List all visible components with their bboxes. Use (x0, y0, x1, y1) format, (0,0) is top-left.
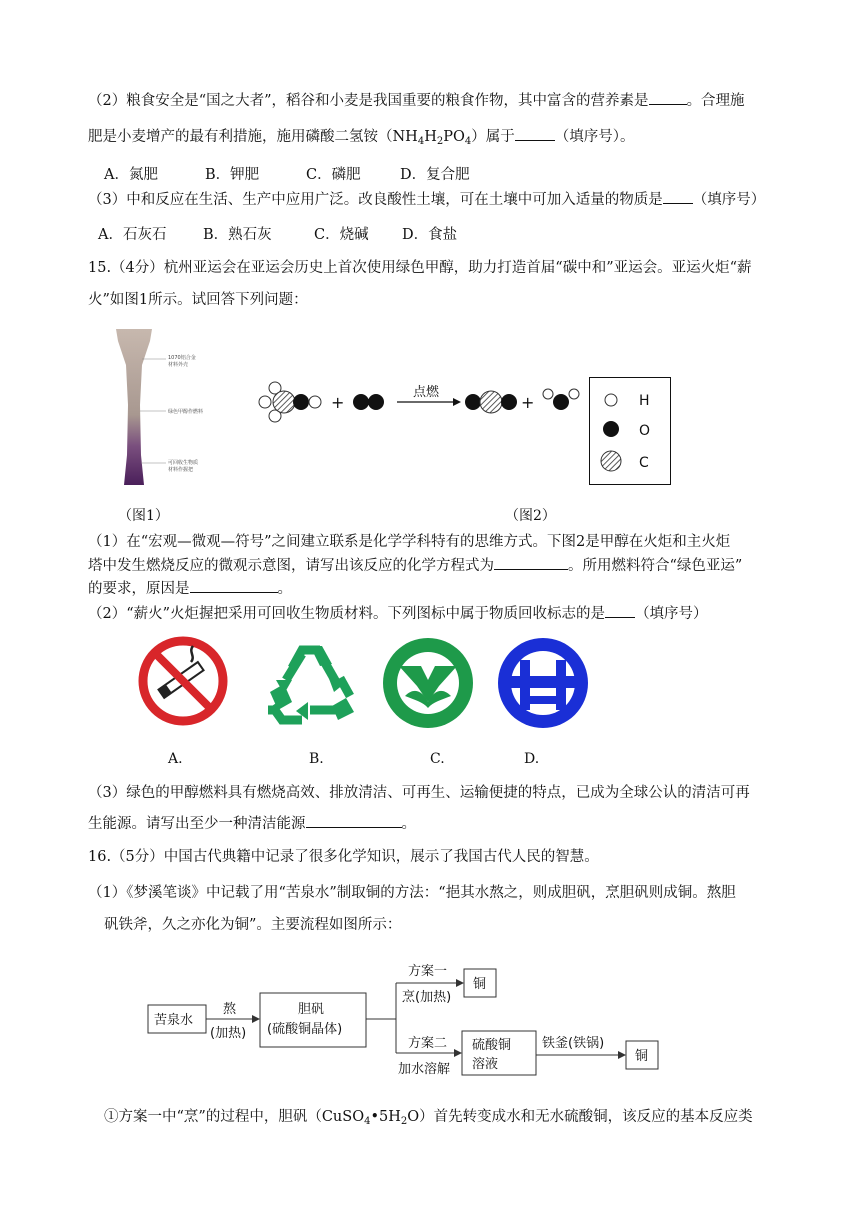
flow-bluevitriol: 胆矾 (298, 1002, 325, 1017)
q15-part2-line: （2）“薪火”火炬握把采用可回收生物质材料。下列图标中属于物质回收标志的是 （填序号） (88, 603, 708, 624)
option-c: C．烧碱 (314, 227, 369, 243)
blue-emblem-icon (496, 636, 590, 730)
torch-label: 绿色甲醇作燃料 (168, 409, 204, 415)
answer-blank[interactable] (649, 90, 687, 105)
q15-heading-line2: 火”如图1所示。试回答下列问题： (88, 292, 308, 308)
answer-blank[interactable] (494, 555, 568, 570)
methanol-molecule (259, 382, 321, 422)
q16-heading: 16.（5分）中国古代典籍中记录了很多化学知识，展示了我国古代人民的智慧。 (88, 849, 599, 865)
torch-label: 1070铝合金 (168, 355, 196, 361)
torch-body (116, 329, 152, 485)
svg-text:+: + (331, 393, 345, 412)
q14-part2-line1: （2）粮食安全是“国之大者”，稻谷和小麦是我国重要的粮食作物，其中富含的营养素是 。合理施 (88, 90, 745, 111)
reaction-diagram (255, 370, 585, 450)
svg-text:O: O (639, 423, 651, 439)
q15-part1-line2: 塔中发生燃烧反应的微观示意图，请写出该反应的化学方程式为 。所用燃料符合“绿色亚运” (88, 555, 742, 576)
flow-solution: 硫酸铜 (472, 1038, 512, 1053)
green-food-icon (381, 636, 475, 730)
no-smoking-icon (136, 634, 230, 728)
q15-part1-line3: 的要求，原因是 。 (88, 578, 292, 599)
option-c: C．磷肥 (306, 167, 361, 183)
torch-label: 材料作握把 (168, 467, 194, 473)
flow-plan1-label: 方案一 (408, 964, 448, 979)
icon-option-d: D. (524, 751, 540, 767)
q15-part1-line1: （1）在“宏观—微观—符号”之间建立联系是化学学科特有的思维方式。下图2是甲醇在火炬和主火炬 (88, 534, 731, 550)
svg-text:H: H (639, 393, 650, 409)
flow-final-result: 铜 (635, 1049, 649, 1064)
q14-part2-line2: 肥是小麦增产的最有利措施，施用磷酸二氢铵$(NH_4H_2PO_4)$属于 （填序号）。 (88, 126, 635, 152)
answer-blank[interactable] (515, 126, 555, 141)
flow-step3-label: 铁釜(铁锅) (542, 1036, 605, 1051)
answer-blank[interactable] (190, 578, 278, 593)
q15-heading-line1: 15.（4分）杭州亚运会在亚运会历史上首次使用绿色甲醇，助力打造首届“碳中和”亚运会。亚运火炬“薪 (88, 260, 752, 276)
svg-text:C: C (639, 455, 649, 471)
answer-blank[interactable] (605, 603, 635, 618)
answer-blank[interactable] (306, 813, 402, 828)
q16-part1-line2: 矾铁斧，久之亦化为铜”。主要流程如图所示： (104, 917, 402, 933)
water-molecule (543, 389, 579, 410)
option-a: A．氮肥 (104, 167, 158, 183)
q15-part3-line2: 生能源。请写出至少一种清洁能源 。 (88, 813, 416, 834)
option-b: B．熟石灰 (203, 227, 272, 243)
atom-legend (589, 377, 671, 485)
figure2-caption: （图2） (505, 508, 556, 524)
q16-part1-subq1: ①方案一中“烹”的过程中，胆矾$(CuSO_4•5H_2O)$首先转变成水和无水硫酸铜，该反应的基本反应类 (104, 1109, 753, 1127)
oxygen-molecule (353, 394, 384, 410)
q14-part3-line1: （3）中和反应在生活、生产中应用广泛。改良酸性土壤，可在土壤中可加入适量的物质是 （填序号） (88, 189, 765, 210)
reaction-condition: 点燃 (413, 385, 440, 400)
svg-text:+: + (521, 393, 535, 412)
copper-process-flowchart (140, 955, 680, 1080)
figure1-caption: （图1） (118, 508, 169, 524)
torch-label: 可回收生物质 (168, 460, 199, 466)
flow-solution-line2: 溶液 (472, 1057, 499, 1072)
answer-blank[interactable] (663, 189, 693, 204)
icon-option-a: A. (168, 751, 183, 767)
icon-option-b: B. (309, 751, 324, 767)
icon-option-c: C. (430, 751, 445, 767)
co2-molecule (465, 391, 517, 413)
option-d: D．食盐 (402, 227, 458, 243)
flow-plan2-step: 加水溶解 (398, 1062, 451, 1077)
flow-step1-condition: (加热) (210, 1026, 247, 1041)
recycle-icon (262, 640, 358, 728)
option-a: A．石灰石 (98, 227, 167, 243)
q16-part1-line1: （1）《梦溪笔谈》中记载了用“苦泉水”制取铜的方法：“挹其水熬之，则成胆矾，烹胆矾则成铜。熬胆 (88, 885, 736, 901)
flow-bluevitriol-desc: (硫酸铜晶体) (267, 1022, 343, 1037)
flow-plan1-step: 烹(加热) (402, 990, 452, 1005)
flow-start: 苦泉水 (154, 1013, 194, 1028)
option-d: D．复合肥 (400, 167, 470, 183)
q15-part3-line1: （3）绿色的甲醇燃料具有燃烧高效、排放清洁、可再生、运输便捷的特点，已成为全球公认的清洁可再 (88, 785, 750, 801)
option-b: B．钾肥 (205, 167, 260, 183)
torch-figure (108, 325, 218, 490)
flow-plan2-label: 方案二 (408, 1036, 448, 1051)
flow-plan1-result: 铜 (473, 977, 487, 992)
torch-label: 材料外壳 (168, 362, 189, 368)
flow-step1-label: 熬 (223, 1002, 237, 1017)
